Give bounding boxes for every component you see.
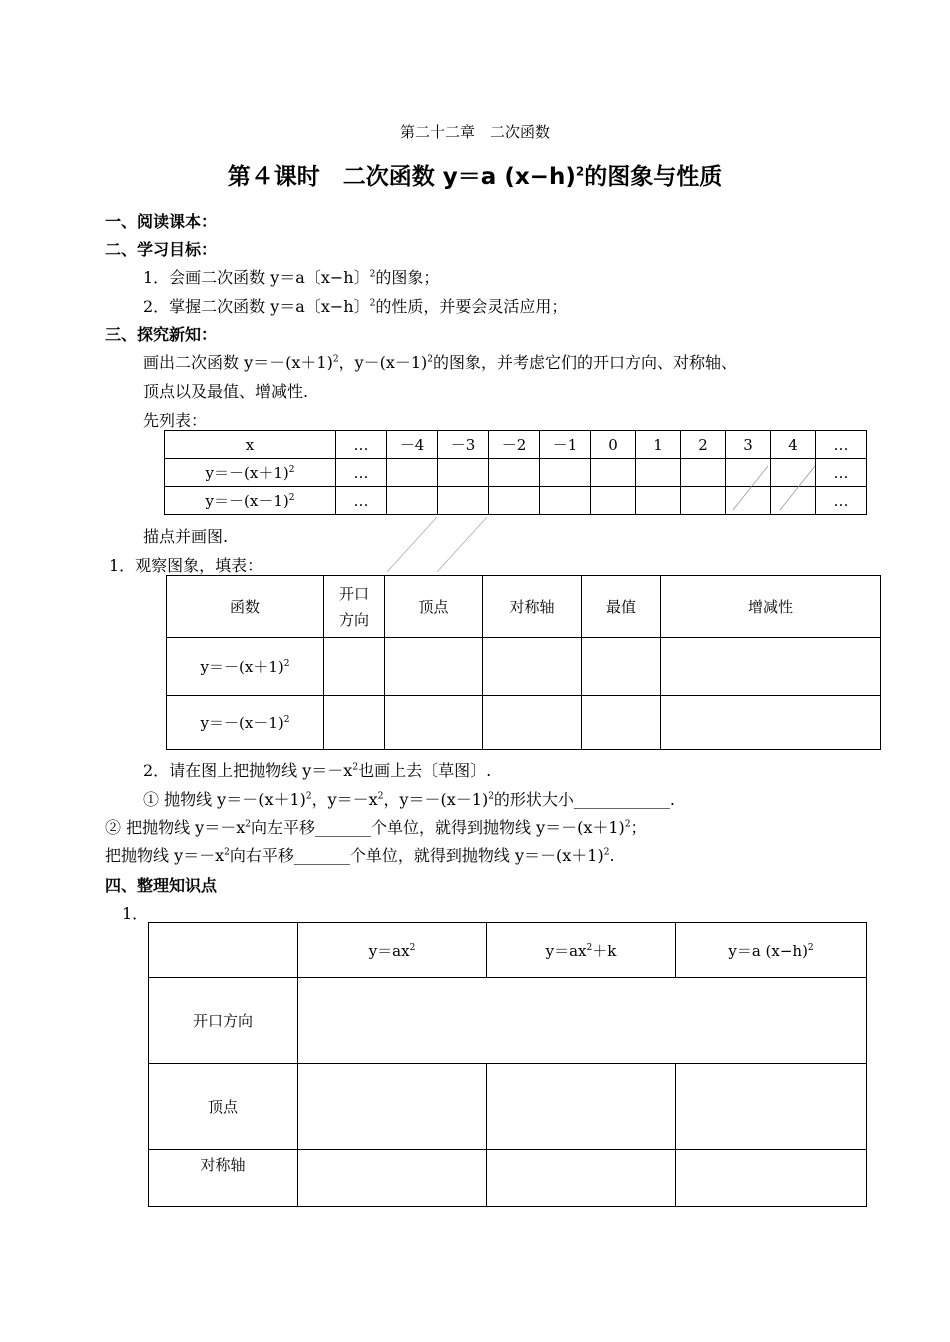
table-cell: －4 <box>387 431 438 459</box>
table-cell: 2 <box>681 431 726 459</box>
section-explore: 三、探究新知： <box>105 325 218 344</box>
table-cell: … <box>816 487 867 515</box>
section-goals: 二、学习目标： <box>105 240 218 259</box>
question-2-2: ② 把抛物线 $y=-x^2$向左平移_______个单位，就得到抛物线 $y=-(x+1)^2$； <box>105 818 647 837</box>
table-cell: －2 <box>489 431 540 459</box>
observation-table <box>166 575 881 750</box>
intro-text-2: 顶点以及最值、增减性. <box>143 382 309 401</box>
table-header: 增减性 <box>661 576 881 638</box>
table-cell: 0 <box>591 431 636 459</box>
table-cell: 开口方向 <box>149 978 298 1064</box>
table-cell: … <box>336 431 387 459</box>
goal-1: 1．会画二次函数 y＝a〔x−h〕$^2$的图象； <box>143 268 440 287</box>
table-header: $y=ax^2+k$ <box>487 923 676 978</box>
question-2-1: ① 抛物线 $y=-(x+1)^2$，$y=-x^2$，$y=-(x-1)^2$的形状大小____________. <box>143 790 676 809</box>
table-header: 对称轴 <box>483 576 582 638</box>
table-header: 顶点 <box>385 576 483 638</box>
goal-2: 2．掌握二次函数 y＝a〔x−h〕$^2$的性质，并要会灵活应用； <box>143 297 568 316</box>
table-cell: $y=-(x-1)^2$ <box>167 696 324 750</box>
section-summary: 四、整理知识点 <box>105 876 218 895</box>
summary-table <box>148 922 867 1207</box>
table-cell: … <box>336 487 387 515</box>
table-cell: $y=-(x+1)^2$ <box>165 459 336 487</box>
intro-text: 画出二次函数 $y=-(x+1)^2$，$y-(x-1)^2$的图象，并考虑它们的开口方向、对称轴、 <box>143 353 738 372</box>
table-cell: 对称轴 <box>149 1150 298 1207</box>
table-cell: 3 <box>726 431 771 459</box>
draw-label: 描点并画图. <box>143 527 229 546</box>
table-cell: －1 <box>540 431 591 459</box>
table-cell: 顶点 <box>149 1064 298 1150</box>
summary-item-1: 1． <box>122 904 149 923</box>
table-header: 开口 方向 <box>324 576 385 638</box>
table-row <box>149 1150 867 1207</box>
table-header: $y=ax^2$ <box>298 923 487 978</box>
table-row <box>149 1064 867 1150</box>
table-cell: … <box>816 459 867 487</box>
table-row <box>167 576 881 638</box>
table-row <box>167 638 881 696</box>
table-header: y＝a $(x-h)^2$ <box>676 923 867 978</box>
table-cell: $y=-(x+1)^2$ <box>167 638 324 696</box>
table-row <box>149 978 867 1064</box>
chapter-heading: 第二十二章 二次函数 <box>399 123 550 141</box>
table-row <box>149 923 867 978</box>
table-row <box>167 696 881 750</box>
table-cell: 1 <box>636 431 681 459</box>
question-2: 2．请在图上把抛物线 $y=-x^2$也画上去〔草图〕. <box>143 761 492 780</box>
table-cell: －3 <box>438 431 489 459</box>
list-label: 先列表： <box>143 411 208 430</box>
table-cell: … <box>336 459 387 487</box>
section-reading: 一、阅读课本： <box>105 212 218 231</box>
table-cell: 4 <box>771 431 816 459</box>
table-header: 函数 <box>167 576 324 638</box>
question-2-3: 把抛物线 $y=-x^2$向右平移_______个单位，就得到抛物线 $y=-(x+1)^2$. <box>105 846 615 865</box>
table-cell: $y=-(x-1)^2$ <box>165 487 336 515</box>
observe-label: 1．观察图象，填表： <box>109 556 264 575</box>
table-cell: x <box>165 431 336 459</box>
page-title: 第４课时 二次函数 y＝a $(x-h)^2$的图象与性质 <box>227 164 723 190</box>
table-cell: … <box>816 431 867 459</box>
table-header: 最值 <box>582 576 661 638</box>
